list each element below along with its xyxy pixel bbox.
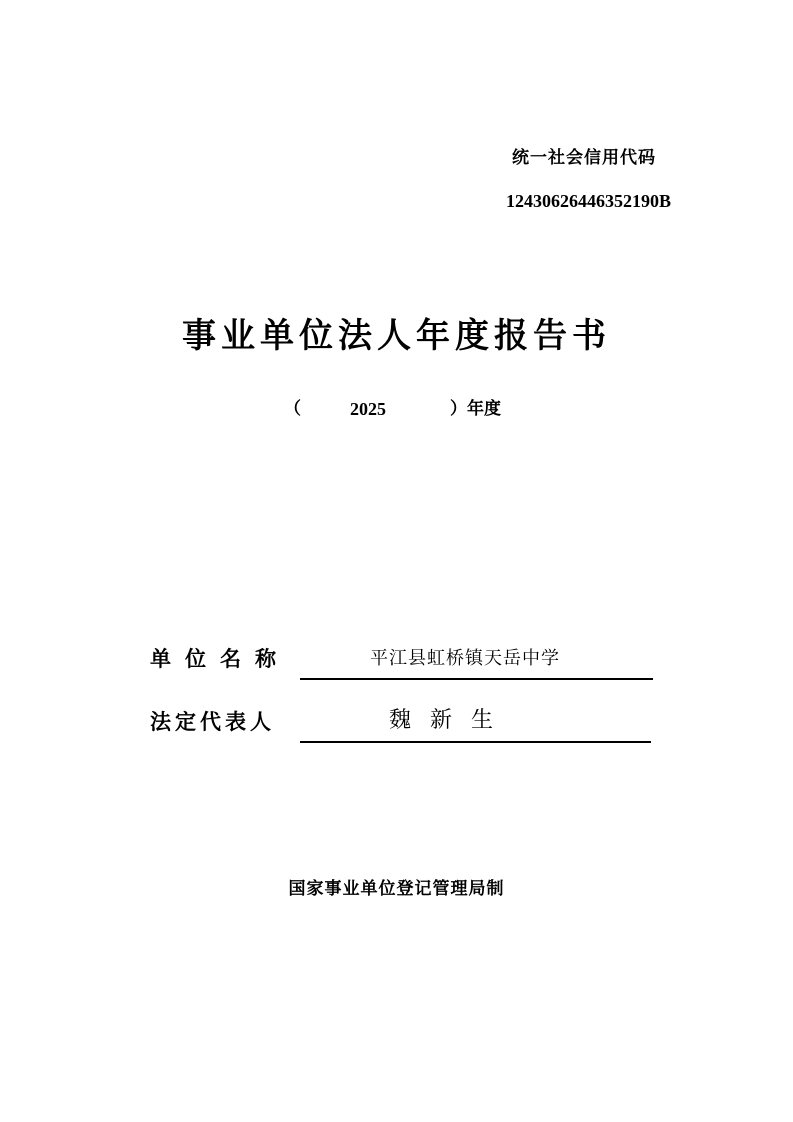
legal-rep-label: 法定代表人 bbox=[150, 710, 275, 734]
unit-name-value: 平江县虹桥镇天岳中学 bbox=[370, 648, 560, 669]
year-suffix: ）年度 bbox=[450, 399, 501, 419]
issuer-footer: 国家事业单位登记管理局制 bbox=[288, 879, 505, 899]
legal-rep-value: 魏新生 bbox=[389, 708, 513, 733]
credit-code-label: 统一社会信用代码 bbox=[512, 148, 656, 168]
legal-rep-underline bbox=[300, 741, 651, 743]
report-title: 事业单位法人年度报告书 bbox=[182, 316, 611, 356]
report-year-line bbox=[284, 396, 544, 422]
unit-name-label: 单位名称 bbox=[150, 647, 290, 671]
unit-name-underline bbox=[300, 678, 653, 680]
report-year: 2025 bbox=[350, 399, 386, 419]
year-open-paren: （ bbox=[284, 399, 301, 419]
credit-code-value: 12430626446352190B bbox=[506, 191, 672, 211]
